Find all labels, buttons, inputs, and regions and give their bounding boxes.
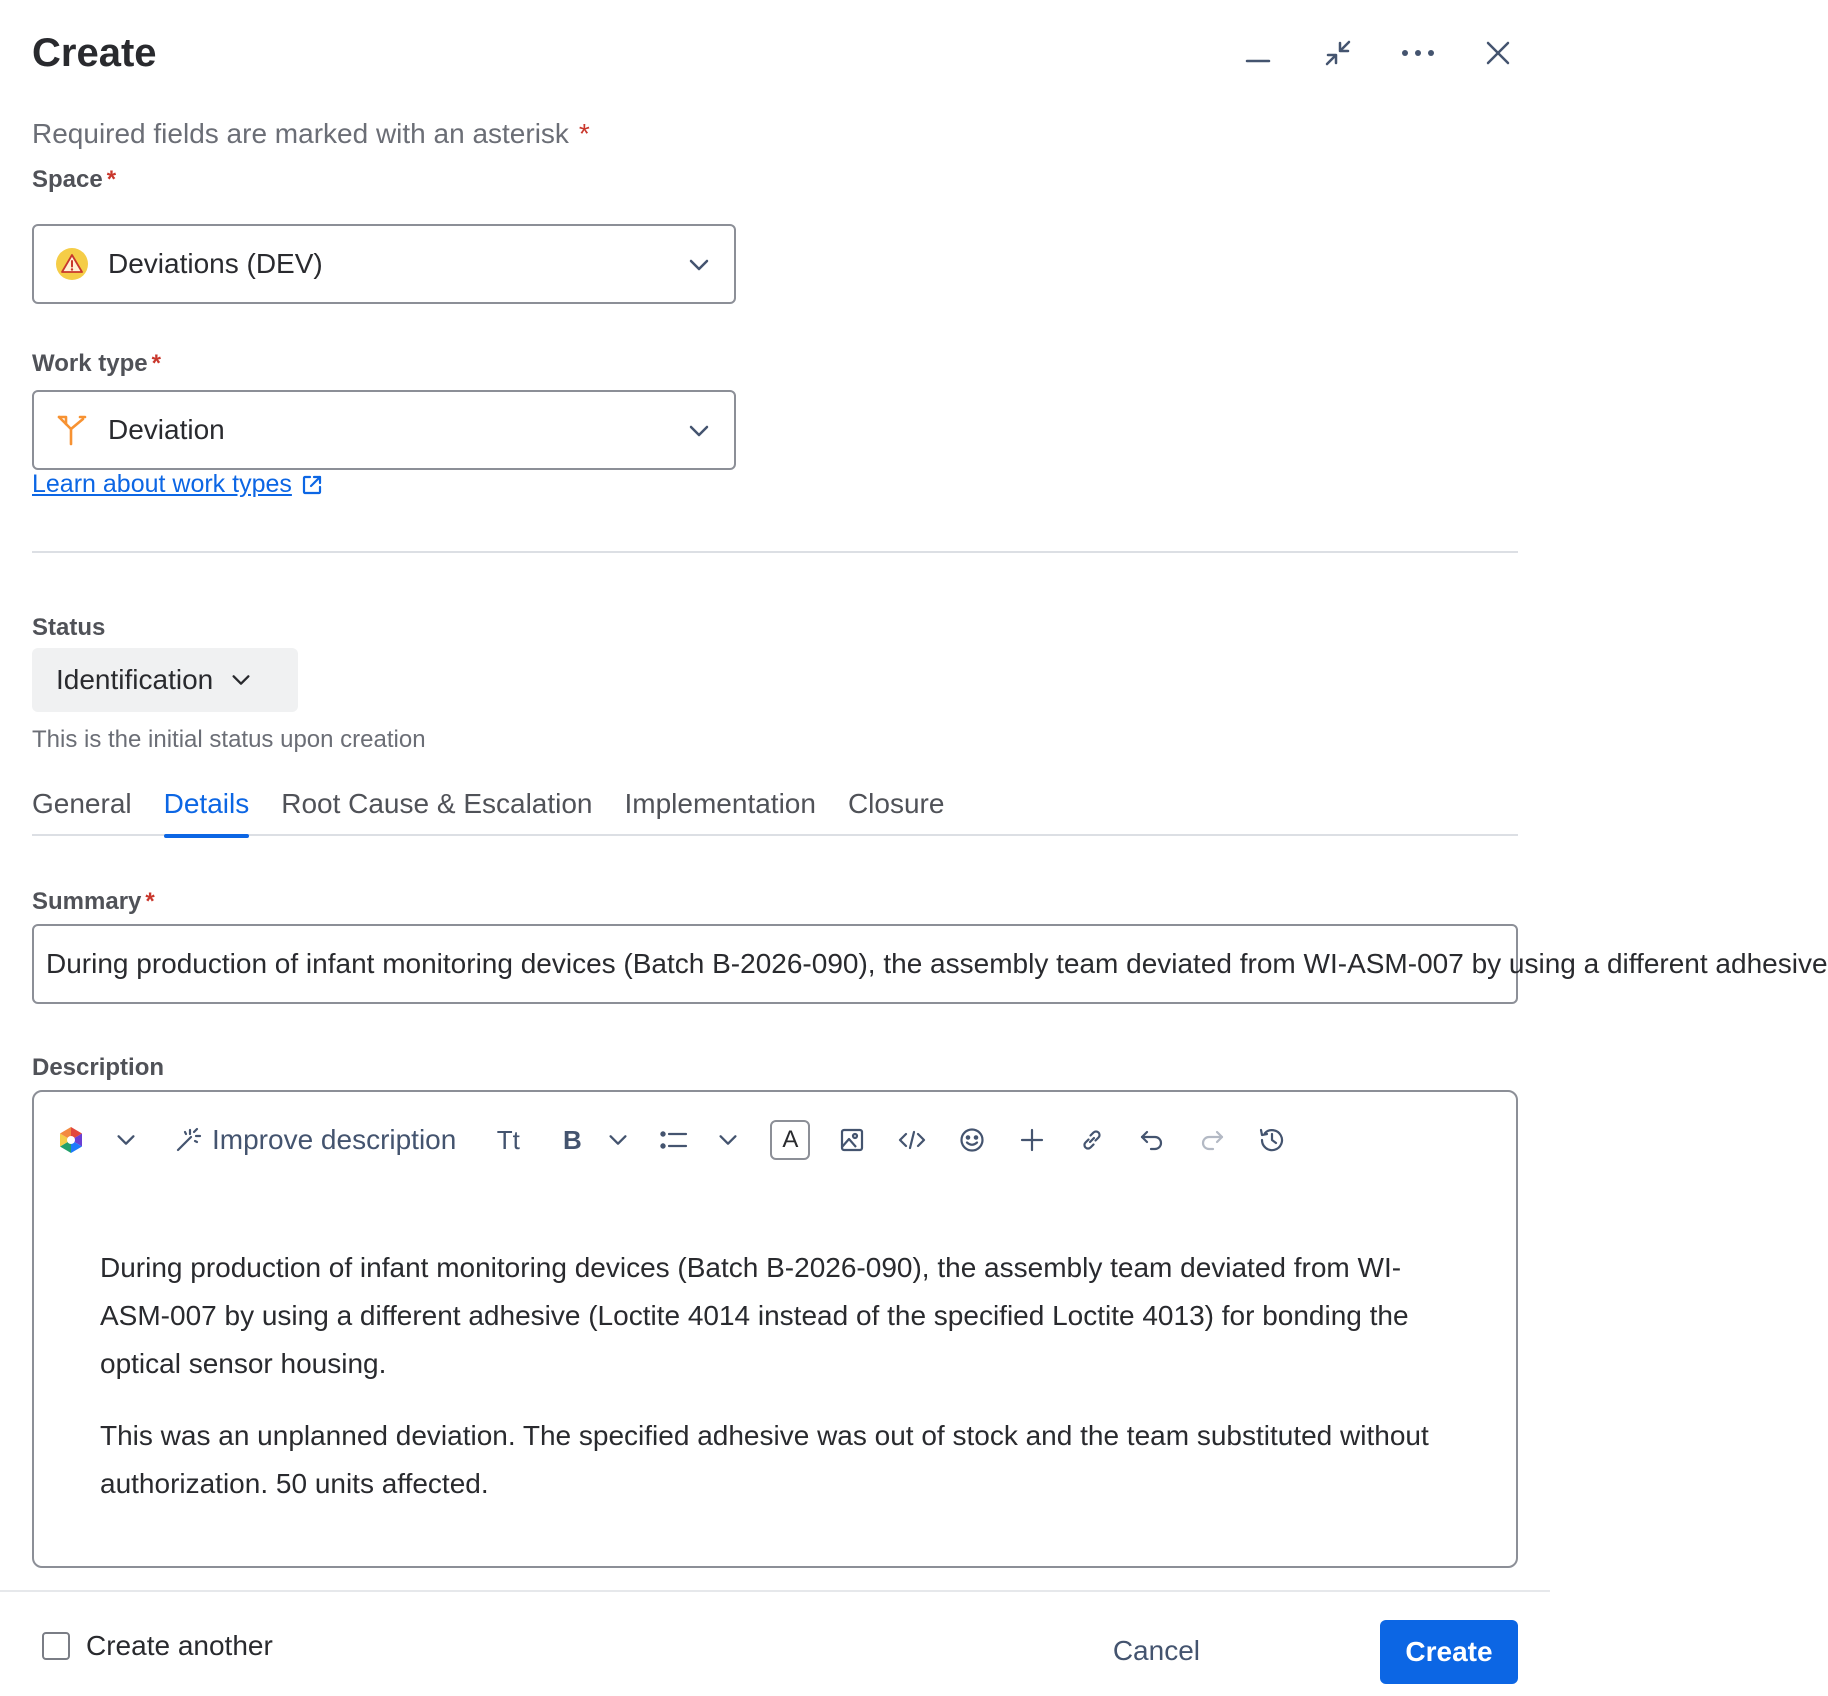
required-asterisk: * xyxy=(106,166,117,193)
improve-description-label: Improve description xyxy=(212,1124,457,1155)
collapse-icon xyxy=(1323,38,1353,68)
description-label: Description xyxy=(32,1054,165,1081)
description-paragraph: During production of infant monitoring devices (Batch B-2026-090), the assembly team deviated from WI-ASM-007 by using a different adhesive (Loctite 4014 instead of the specified Loctite 4013) for bonding the optical sensor housing. xyxy=(100,1252,1409,1379)
undo-button[interactable] xyxy=(1130,1118,1174,1162)
redo-icon xyxy=(1199,1127,1225,1153)
description-paragraph: This was an unplanned deviation. The specified adhesive was out of stock and the team substituted without authorization. 50 units affected. xyxy=(100,1420,1429,1499)
ai-button[interactable] xyxy=(54,1118,88,1162)
more-icon xyxy=(1401,48,1435,58)
learn-link-text: Learn about work types xyxy=(32,470,292,498)
link-icon xyxy=(1079,1127,1105,1153)
space-label-text: Space xyxy=(32,166,103,193)
tab-root-cause-escalation[interactable]: Root Cause & Escalation xyxy=(281,788,593,819)
more-options-button[interactable] xyxy=(1398,33,1438,73)
summary-label xyxy=(32,888,155,916)
bullet-list-button[interactable] xyxy=(650,1118,698,1162)
status-help-text: This is the initial status upon creation xyxy=(32,726,426,753)
minimize-icon xyxy=(1244,39,1272,67)
status-label: Status xyxy=(32,614,106,641)
insert-image-button[interactable] xyxy=(830,1118,874,1162)
header-actions xyxy=(1238,28,1518,78)
required-note-text: Required fields are marked with an asterisk xyxy=(32,118,569,149)
learn-work-types-link[interactable] xyxy=(32,470,324,499)
bullet-list-icon xyxy=(660,1128,688,1152)
magic-wand-icon xyxy=(174,1126,202,1154)
text-style-button[interactable]: Tt xyxy=(496,1124,520,1155)
create-button[interactable]: Create xyxy=(1380,1620,1518,1684)
plus-icon xyxy=(1020,1128,1044,1152)
description-editor[interactable] xyxy=(32,1090,1518,1568)
required-asterisk: * xyxy=(578,118,590,149)
minimize-button[interactable] xyxy=(1238,33,1278,73)
editor-toolbar xyxy=(54,1116,1294,1164)
history-icon xyxy=(1258,1126,1286,1154)
summary-value: During production of infant monitoring devices (Batch B-2026-090), the assembly team deviated from WI-ASM-007 by using a different adhesive xyxy=(46,948,1828,979)
bold-button[interactable]: B xyxy=(562,1124,582,1155)
external-link-icon xyxy=(300,473,324,497)
required-fields-note xyxy=(32,118,590,150)
status-dropdown[interactable] xyxy=(32,648,298,712)
modal-title: Create xyxy=(32,31,157,75)
branch-icon xyxy=(54,412,90,448)
image-icon xyxy=(839,1127,865,1153)
close-button[interactable] xyxy=(1478,33,1518,73)
space-label xyxy=(32,166,116,194)
chevron-down-icon xyxy=(686,418,712,444)
section-divider xyxy=(32,551,1518,553)
history-button[interactable] xyxy=(1250,1118,1294,1162)
chevron-down-icon xyxy=(229,668,253,692)
undo-icon xyxy=(1139,1127,1165,1153)
emoji-button[interactable] xyxy=(950,1118,994,1162)
status-value: Identification xyxy=(56,664,214,695)
ai-options-dropdown[interactable] xyxy=(102,1118,150,1162)
space-select[interactable] xyxy=(32,224,736,304)
required-asterisk: * xyxy=(151,350,161,377)
summary-input[interactable] xyxy=(32,924,1828,1004)
description-content[interactable] xyxy=(100,1244,1456,1508)
create-another-label: Create another xyxy=(86,1630,273,1661)
chevron-down-icon xyxy=(606,1128,630,1152)
chevron-down-icon xyxy=(114,1128,138,1152)
code-button[interactable] xyxy=(890,1118,934,1162)
list-options-dropdown[interactable] xyxy=(708,1118,748,1162)
checkbox-box[interactable] xyxy=(42,1632,70,1660)
modal-footer xyxy=(0,1592,1550,1696)
chevron-down-icon xyxy=(686,252,712,278)
redo-button[interactable] xyxy=(1190,1118,1234,1162)
space-value: Deviations (DEV) xyxy=(108,248,323,279)
create-another-checkbox[interactable] xyxy=(42,1630,273,1662)
work-type-value: Deviation xyxy=(108,414,225,445)
cancel-button[interactable]: Cancel xyxy=(1112,1635,1200,1666)
text-color-button[interactable]: A xyxy=(770,1120,810,1160)
work-type-select[interactable] xyxy=(32,390,736,470)
tab-closure[interactable]: Closure xyxy=(847,788,945,819)
link-button[interactable] xyxy=(1070,1118,1114,1162)
summary-label-text: Summary xyxy=(32,888,142,915)
emoji-icon xyxy=(959,1127,985,1153)
chevron-down-icon xyxy=(716,1128,740,1152)
format-options-dropdown[interactable] xyxy=(598,1118,638,1162)
improve-description-button[interactable] xyxy=(174,1118,456,1162)
tab-details[interactable]: Details xyxy=(164,780,250,836)
collapse-button[interactable] xyxy=(1318,33,1358,73)
insert-button[interactable] xyxy=(1010,1118,1054,1162)
tab-general[interactable]: General xyxy=(32,788,132,819)
warning-icon xyxy=(54,246,90,282)
code-icon xyxy=(898,1128,926,1152)
tab-implementation[interactable]: Implementation xyxy=(624,788,816,819)
ai-logo-icon xyxy=(58,1126,84,1154)
modal-header xyxy=(32,28,1518,78)
work-type-label-text: Work type xyxy=(32,350,148,377)
close-icon xyxy=(1485,40,1511,66)
work-type-label xyxy=(32,350,161,378)
tab-bar xyxy=(32,780,1518,836)
required-asterisk: * xyxy=(145,888,155,915)
